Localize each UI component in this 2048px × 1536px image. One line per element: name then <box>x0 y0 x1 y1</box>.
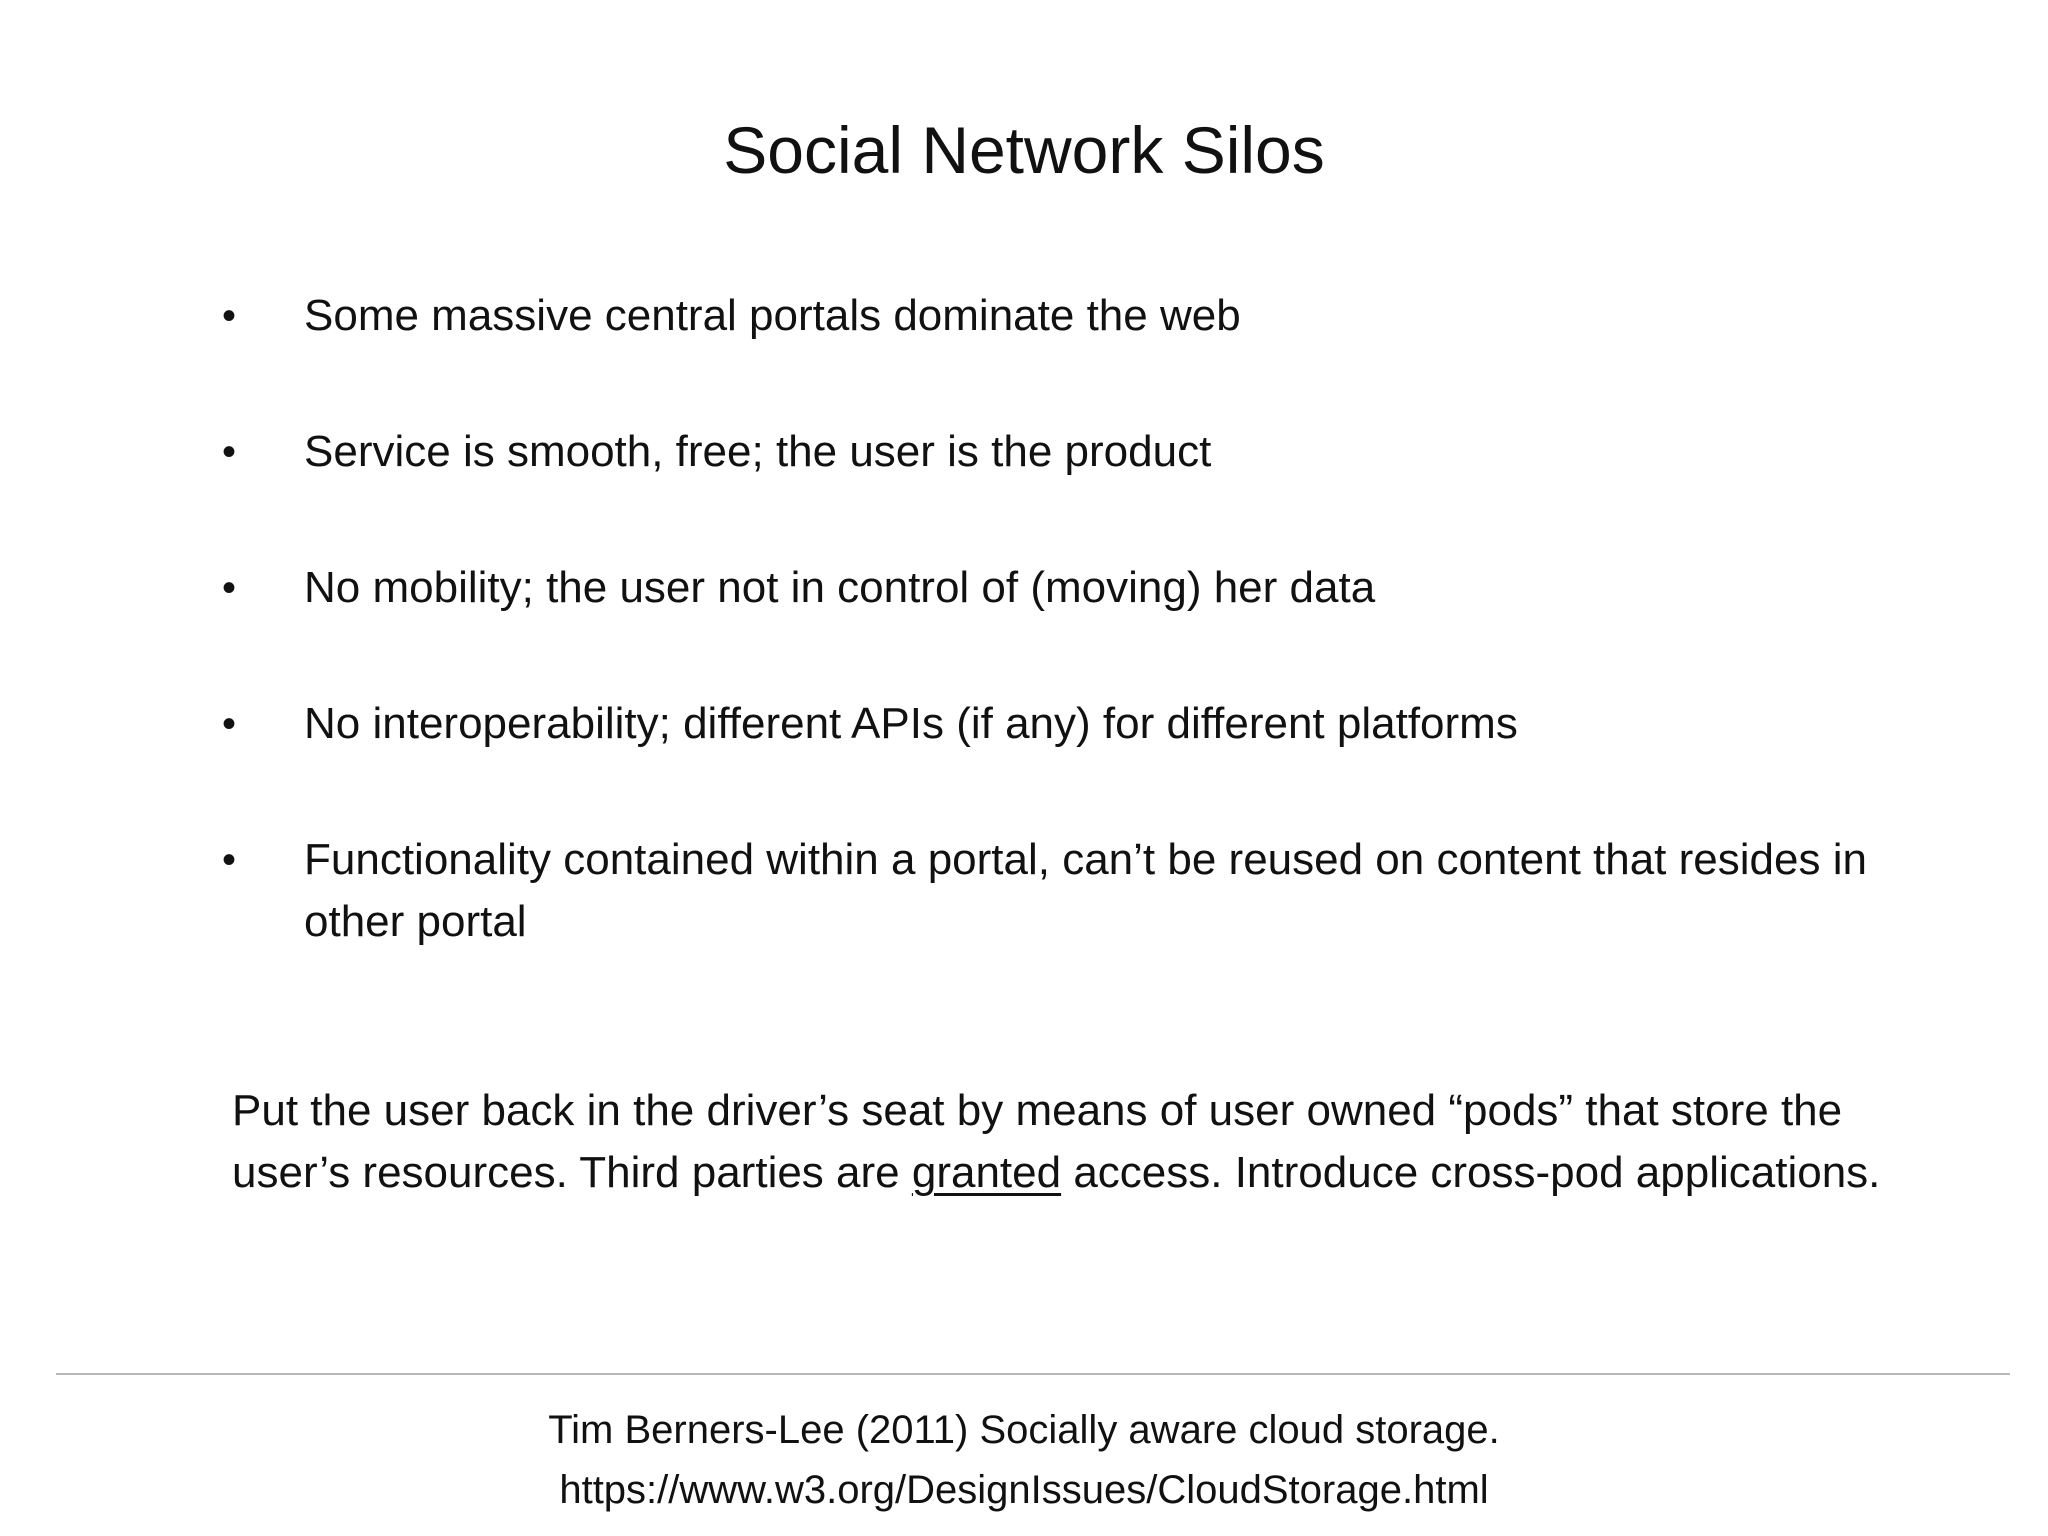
bullet-text: No interoperability; different APIs (if any) for different platforms <box>304 699 1518 748</box>
bullet-item <box>222 557 1922 619</box>
bullet-text: Functionality contained within a portal, can’t be reused on content that resides in other portal <box>304 835 1867 946</box>
bullet-marker: • <box>222 838 237 882</box>
bullet-text: No mobility; the user not in control of (moving) her data <box>304 563 1376 612</box>
citation-line-1: Tim Berners-Lee (2011) Socially aware cloud storage. <box>548 1408 1500 1452</box>
bullet-marker: • <box>222 566 237 610</box>
bullet-item <box>222 285 1922 347</box>
bullet-marker: • <box>222 294 237 338</box>
summary-text-part2: access. Introduce cross-pod applications. <box>1061 1148 1881 1197</box>
bullet-item <box>222 421 1922 483</box>
slide-title: Social Network Silos <box>723 113 1325 187</box>
bullet-list <box>222 285 1922 1027</box>
citation <box>0 1400 2048 1520</box>
bullet-text: Some massive central portals dominate the web <box>304 291 1241 340</box>
bullet-marker: • <box>222 702 237 746</box>
bullet-marker: • <box>222 430 237 474</box>
summary-underlined-word: granted <box>911 1148 1062 1197</box>
bullet-item <box>222 829 1922 953</box>
citation-url: https://www.w3.org/DesignIssues/CloudStorage.html <box>559 1468 1489 1512</box>
summary-text-part1: Put the user back in the driver’s seat by means of user owned “pods” that store the user’s resources. Third parties are <box>232 1086 1843 1197</box>
footer-divider <box>56 1373 2010 1375</box>
bullet-text: Service is smooth, free; the user is the product <box>304 427 1212 476</box>
bullet-item <box>222 693 1922 755</box>
summary-paragraph <box>232 1080 1932 1204</box>
